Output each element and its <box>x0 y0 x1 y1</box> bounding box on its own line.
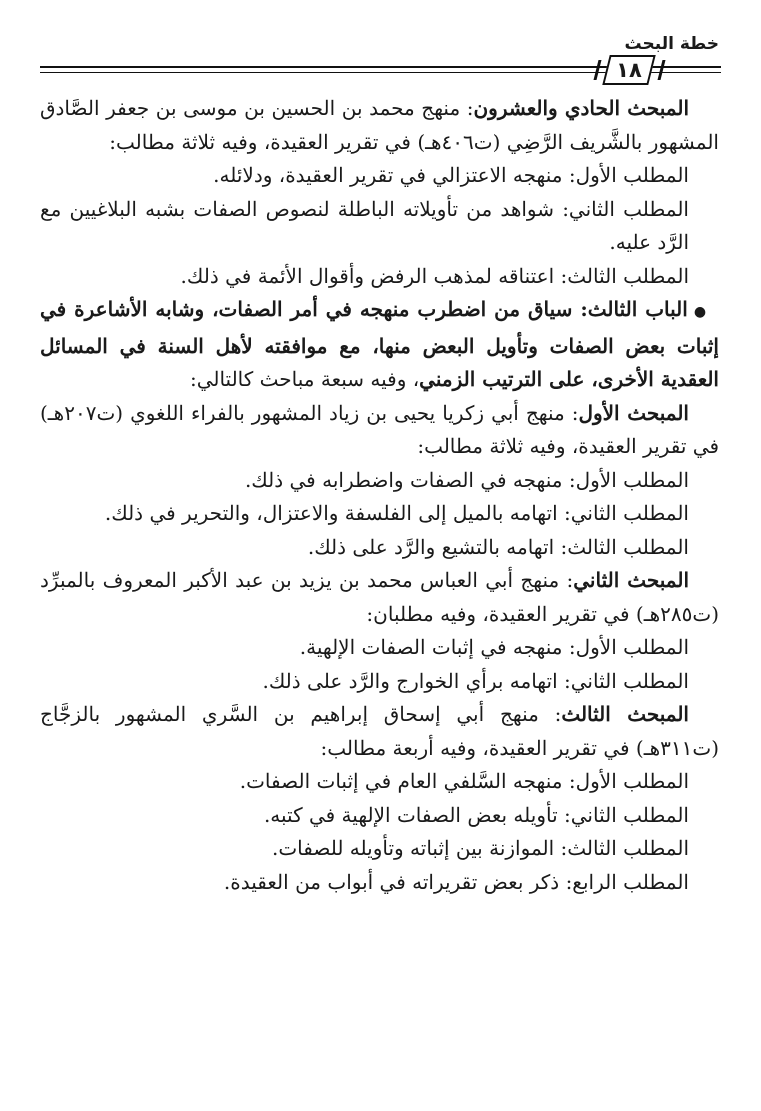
bullet-icon: ● <box>693 304 708 320</box>
list-item: المطلب الثالث: اعتناقه لمذهب الرفض وأقوال الأئمة في ذلك. <box>180 263 689 288</box>
list-item: المطلب الثالث: اتهامه بالتشيع والرَّد على ذلك. <box>307 534 689 559</box>
page-number-box <box>602 55 655 85</box>
paragraph-bold-text: : سياق من اضطرب منهجه في أمر الصفات، وشابه الأشاعرة في إثبات بعض الصفات وتأويل البعض منها، مع موافقته لأهل السنة في المسائل العقدية الأخرى، على الترتيب الزمني <box>40 297 719 391</box>
list-item: المطلب الأول: منهجه السَّلفي العام في إثبات الصفات. <box>239 769 689 793</box>
paragraph-mabhath-2 <box>40 564 719 631</box>
paragraph-mabhath-21 <box>40 92 719 159</box>
list-item: المطلب الثاني: شواهد من تأويلاته الباطلة لنصوص الصفات بشبه البلاغيين مع الرَّد عليه. <box>40 196 689 254</box>
list-item: المطلب الأول: منهجه الاعتزالي في تقرير العقيدة، ودلائله. <box>213 163 689 187</box>
list-item: المطلب الثاني: تأويله بعض الصفات الإلهية في كتبه. <box>263 802 689 827</box>
list-item: المطلب الثالث: الموازنة بين إثباته وتأويله للصفات. <box>271 836 689 860</box>
paragraph-mabhath-3 <box>40 698 719 765</box>
paragraph-text: : منهج أبي العباس محمد بن يزيد بن عبد الأكبر المعروف بالمبرِّد (ت٢٨٥هـ) في تقرير العقيدة، وفيه مطلبان: <box>40 568 719 626</box>
paragraph-text: : منهج أبي إسحاق إبراهيم بن السَّري المشهور بالزجَّاج (ت٣١١هـ) في تقرير العقيدة، وفيه أربعة مطالب: <box>40 702 719 760</box>
list-item: المطلب الثاني: اتهامه بالميل إلى الفلسفة والاعتزال، والتحرير في ذلك. <box>104 501 689 525</box>
page-number-ornament-left <box>594 60 602 80</box>
running-header-title: خطة البحث <box>624 34 719 54</box>
body-text <box>40 92 719 899</box>
paragraph-bab-3 <box>40 293 719 397</box>
list-item: المطلب الرابع: ذكر بعض تقريراته في أبواب من العقيدة. <box>223 869 689 894</box>
page-number: ١٨ <box>616 58 642 82</box>
page-number-ornament-right <box>658 60 666 80</box>
paragraph-heading: المبحث الثاني <box>573 568 689 592</box>
paragraph-text: : منهج محمد بن الحسين بن موسى بن جعفر الصَّادق المشهور بالشَّريف الرَّضِي (ت٤٠٦هـ) في تقرير العقيدة، وفيه ثلاثة مطالب: <box>40 96 719 154</box>
list-item: المطلب الثاني: اتهامه برأي الخوارج والرَّد على ذلك. <box>262 668 689 693</box>
list-item: المطلب الأول: منهجه في إثبات الصفات الإلهية. <box>299 635 689 659</box>
paragraph-heading: المبحث الثالث <box>561 702 689 726</box>
list-item: المطلب الأول: منهجه في الصفات واضطرابه في ذلك. <box>244 467 689 492</box>
paragraph-heading: المبحث الأول <box>578 400 689 425</box>
paragraph-heading: الباب الثالث <box>587 297 688 321</box>
paragraph-text: : منهج أبي زكريا يحيى بن زياد المشهور بالفراء اللغوي (ت٢٠٧هـ) في تقرير العقيدة، وفيه ثلاثة مطالب: <box>40 400 719 458</box>
paragraph-text: ، وفيه سبعة مباحث كالتالي: <box>189 367 420 391</box>
paragraph-heading: المبحث الحادي والعشرون <box>473 96 689 120</box>
paragraph-mabhath-1 <box>40 397 719 464</box>
